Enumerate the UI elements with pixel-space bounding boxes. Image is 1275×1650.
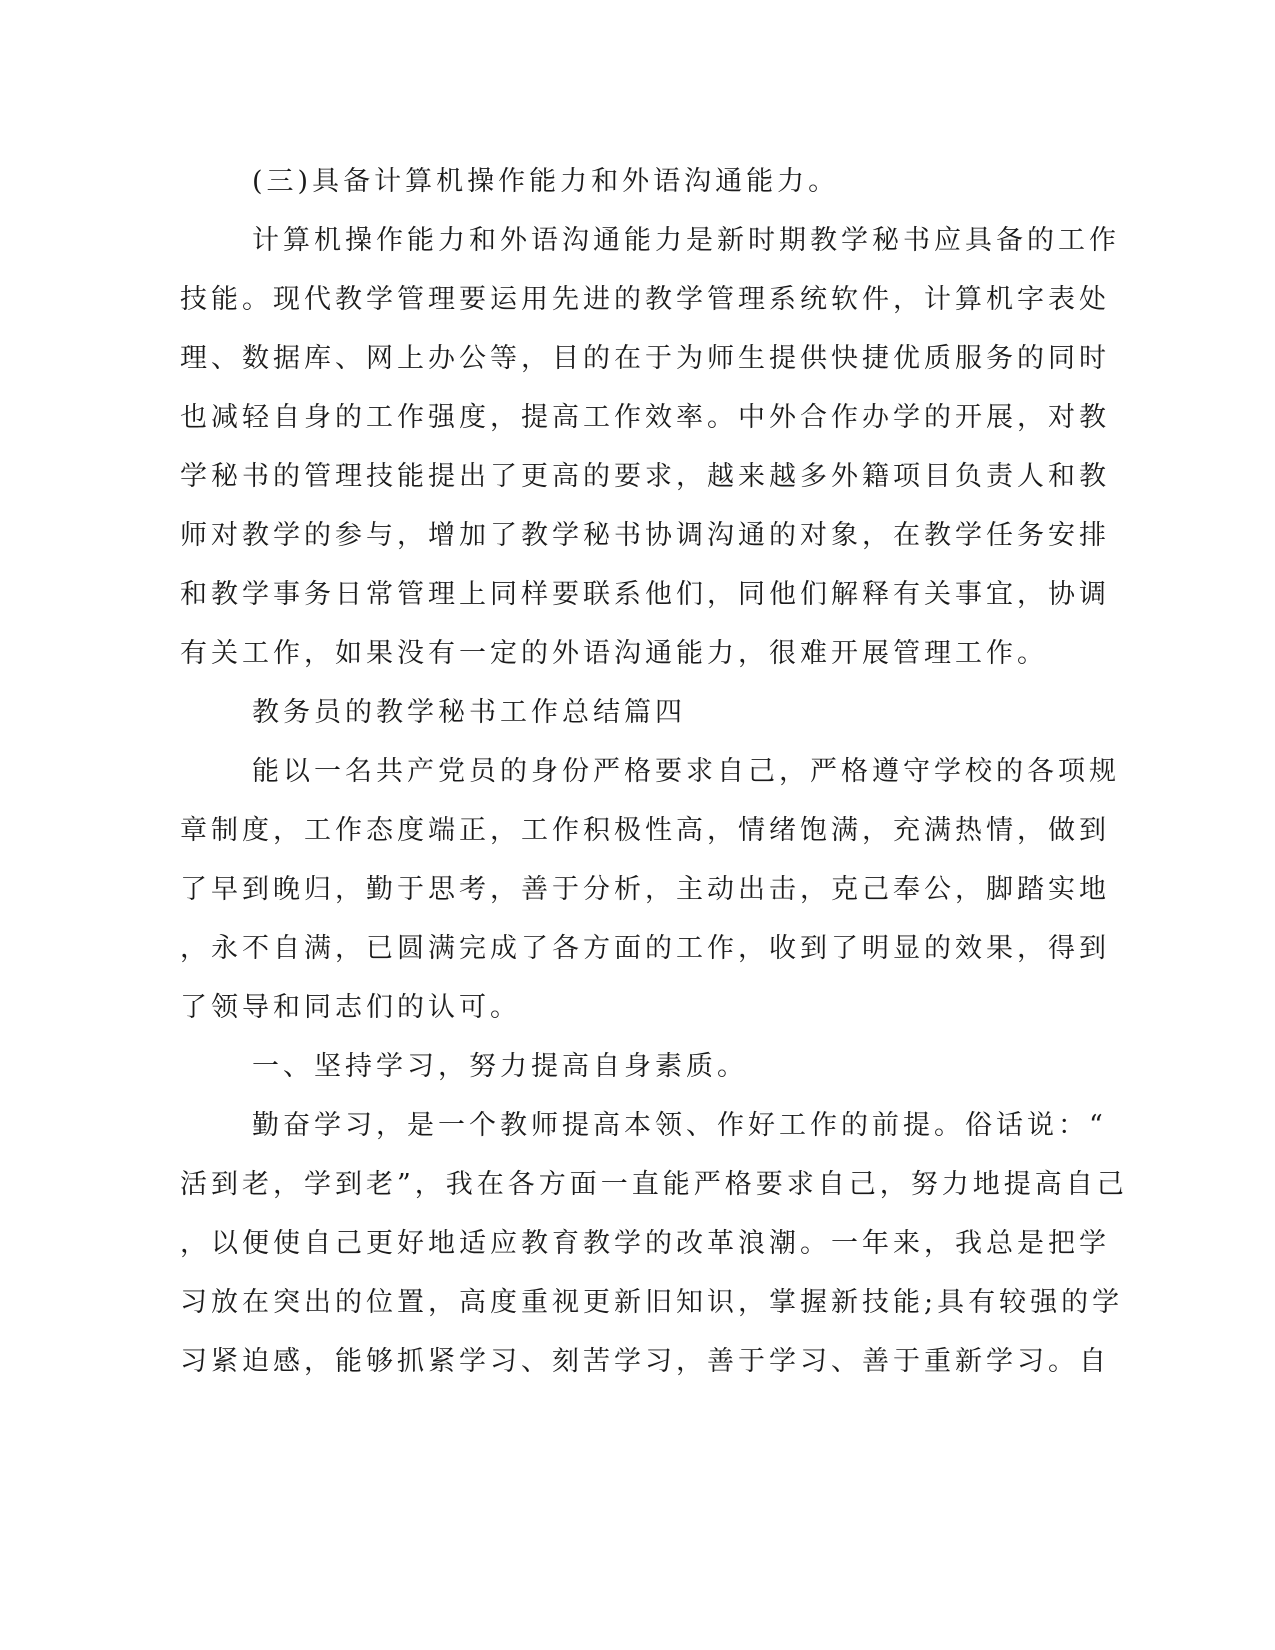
paragraph-line: 理、数据库、网上办公等，目的在于为师生提供快捷优质服务的同时 — [180, 343, 1110, 374]
paragraph-line: 习放在突出的位置，高度重视更新旧知识，掌握新技能;具有较强的学 — [180, 1287, 1124, 1318]
paragraph-line: 师对教学的参与，增加了教学秘书协调沟通的对象，在教学任务安排 — [180, 520, 1110, 551]
paragraph-line: 计算机操作能力和外语沟通能力是新时期教学秘书应具备的工作 — [252, 225, 1120, 256]
paragraph-line: 学秘书的管理技能提出了更高的要求，越来越多外籍项目负责人和教 — [180, 461, 1110, 492]
paragraph-line: 能以一名共产党员的身份严格要求自己，严格遵守学校的各项规 — [252, 756, 1120, 787]
paragraph-line: 了领导和同志们的认可。 — [180, 992, 521, 1023]
paragraph-line: ，永不自满，已圆满完成了各方面的工作，收到了明显的效果，得到 — [180, 933, 1110, 964]
paragraph-line: 活到老，学到老”，我在各方面一直能严格要求自己，努力地提高自己 — [180, 1169, 1128, 1200]
paragraph-line: 勤奋学习，是一个教师提高本领、作好工作的前提。俗话说：“ — [252, 1110, 1107, 1141]
paragraph-line: 和教学事务日常管理上同样要联系他们，同他们解释有关事宜，协调 — [180, 579, 1110, 610]
paragraph-line: ，以便使自己更好地适应教育教学的改革浪潮。一年来，我总是把学 — [180, 1228, 1110, 1259]
section-heading-study: 一、坚持学习，努力提高自身素质。 — [252, 1051, 748, 1082]
paragraph-line: 章制度，工作态度端正，工作积极性高，情绪饱满，充满热情，做到 — [180, 815, 1110, 846]
paragraph-line: 也减轻自身的工作强度，提高工作效率。中外合作办学的开展，对教 — [180, 402, 1110, 433]
chapter-title: 教务员的教学秘书工作总结篇四 — [252, 697, 686, 728]
paragraph-line: 了早到晚归，勤于思考，善于分析，主动出击，克己奉公，脚踏实地 — [180, 874, 1110, 905]
paragraph-line: 技能。现代教学管理要运用先进的教学管理系统软件，计算机字表处 — [180, 284, 1110, 315]
paragraph-line: 习紧迫感，能够抓紧学习、刻苦学习，善于学习、善于重新学习。自 — [180, 1346, 1110, 1377]
paragraph-line: 有关工作，如果没有一定的外语沟通能力，很难开展管理工作。 — [180, 638, 1048, 669]
section-heading-computer-language: (三)具备计算机操作能力和外语沟通能力。 — [252, 166, 840, 197]
